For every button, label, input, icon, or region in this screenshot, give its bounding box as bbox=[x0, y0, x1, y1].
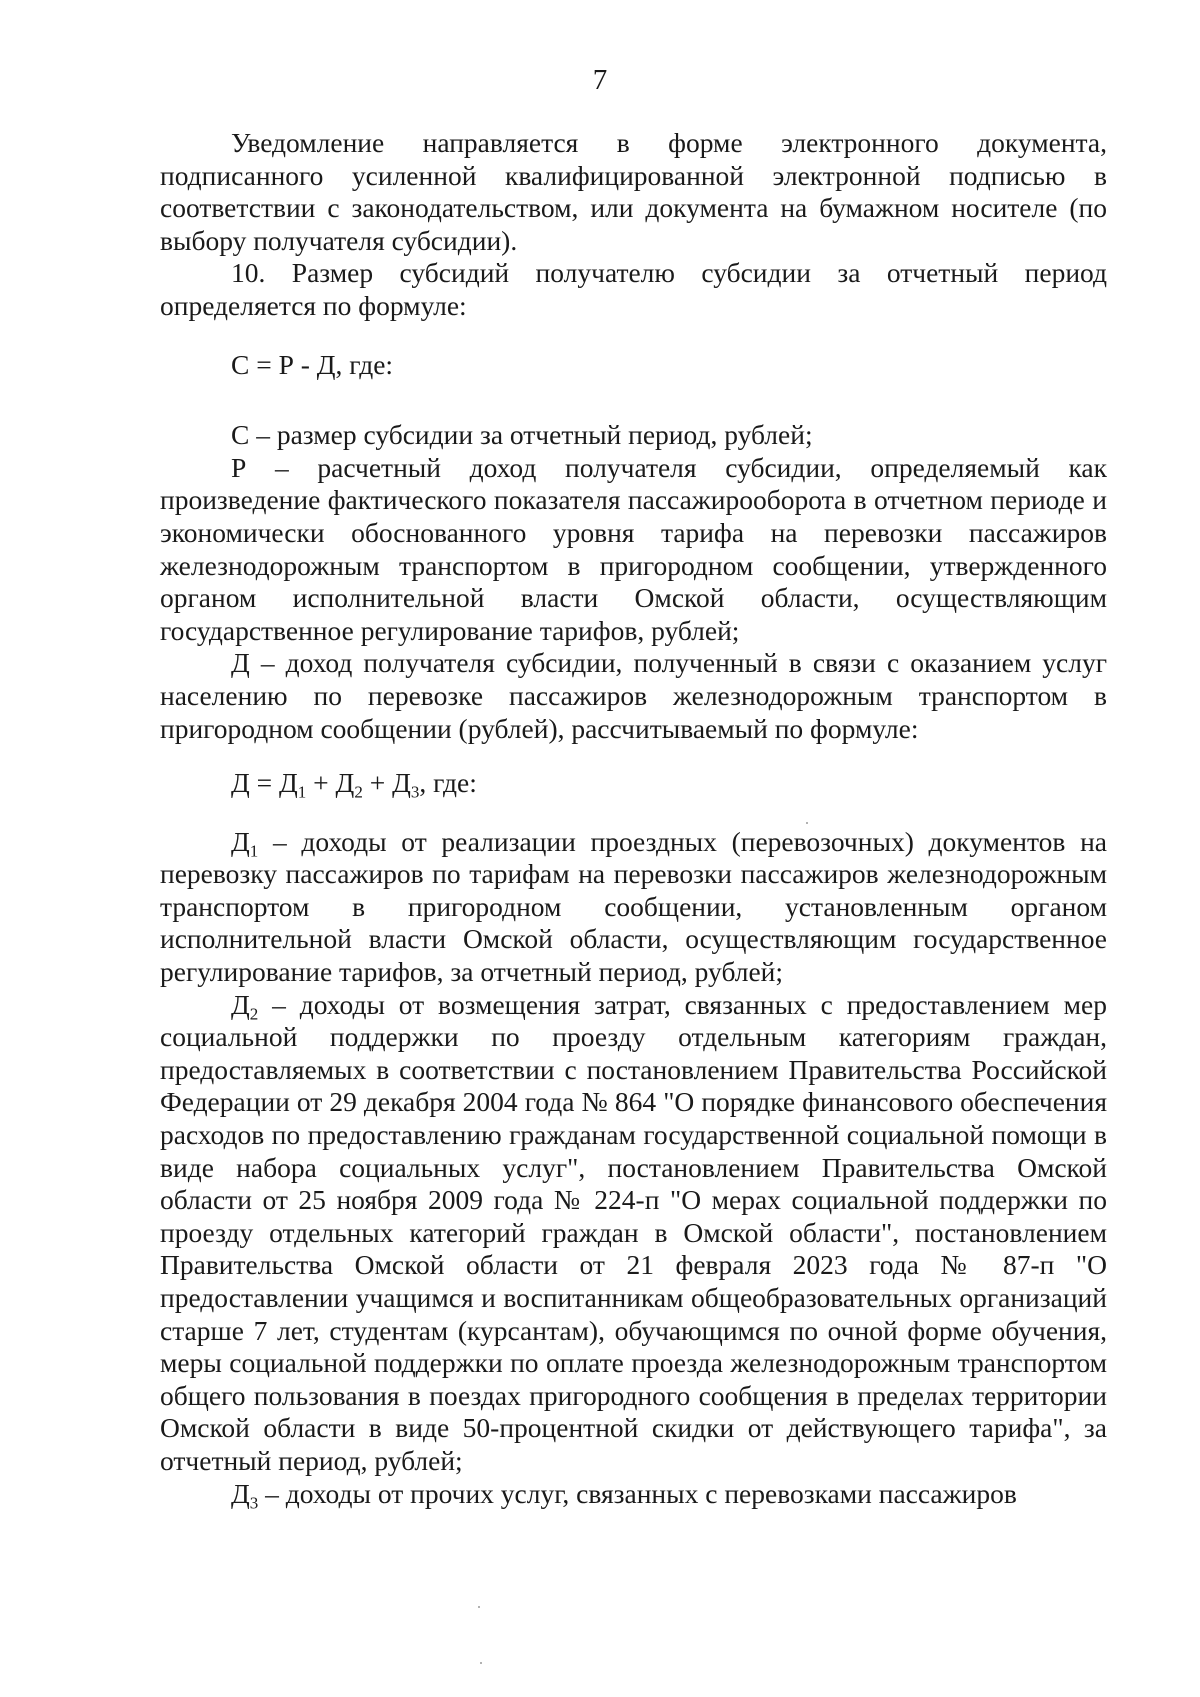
definition-r: Р – расчетный доход получателя субсидии, определяемый как произведение фактического показателя пассажирооборота в отчетном периоде и экономически обоснованного уровня тарифа на перевозки пассажиров железнодорожным транспортом в пригородном сообщении, утвержденного органом исполнительной власти Омской области, осуществляющим государственное регулирование тарифов, рублей; bbox=[160, 451, 1107, 646]
definition-d: Д – доход получателя субсидии, полученный в связи с оказанием услуг населению по перевозке пассажиров железнодорожным транспортом в пригородном сообщении (рублей), рассчитываемый по формуле: bbox=[160, 647, 1107, 744]
symbol: Д bbox=[231, 988, 250, 1020]
formula-subsidy: С = Р - Д, где: bbox=[231, 348, 394, 380]
definition-d2 bbox=[160, 989, 1107, 1478]
scan-speck bbox=[480, 1662, 482, 1664]
symbol: Д bbox=[231, 825, 250, 857]
definition-d3 bbox=[160, 1478, 1107, 1511]
formula-subscript: 3 bbox=[410, 782, 420, 802]
spacer bbox=[160, 745, 1107, 767]
formula-income bbox=[160, 767, 1107, 800]
definition-text: – доходы от прочих услуг, связанных с перевозками пассажиров bbox=[258, 1477, 1017, 1509]
formula-part: Д = Д bbox=[231, 767, 298, 799]
spacer bbox=[160, 381, 1107, 419]
formula-part: , где: bbox=[419, 767, 477, 799]
definition-d1 bbox=[160, 826, 1107, 989]
symbol-subscript: 1 bbox=[249, 841, 259, 861]
definition-text: – доходы от реализации проездных (перевозочных) документов на перевозку пассажиров по тарифам на перевозки пассажиров железнодорожным транспортом в пригородном сообщении, установленным органом исполнительной власти Омской области, осуществляющим государственное регулирование тарифов, за отчетный период, рублей; bbox=[160, 825, 1107, 988]
definition-text: – доходы от возмещения затрат, связанных с предоставлением мер социальной поддержки по проезду отдельным категориям граждан, предоставляемых в соответствии с постановлением Правительства Российской Федерации от 29 декабря 2004 года № 864 "О порядке финансового обеспечения расходов по предоставлению гражданам государственной социальной помощи в виде набора социальных услуг", постановлением Правительства Омской области от 25 ноября 2009 года № 224-п "О мерах социальной поддержки по проезду отдельных категорий граждан в Омской области", постановлением Правительства Омской области от 21 февраля 2023 года № 87-п "О предоставлении учащимся и воспитанникам общеобразовательных организаций старше 7 лет, студентам (курсантам), обучающимся по очной форме обучения, меры социальной поддержки по оплате проезда железнодорожным транспортом общего пользования в поездах пригородного сообщения в пределах территории Омской области в виде 50-процентной скидки от действующего тарифа", за отчетный период, рублей; bbox=[160, 988, 1107, 1476]
symbol: Д bbox=[231, 1477, 250, 1509]
scan-speck bbox=[478, 1606, 480, 1608]
scan-speck bbox=[806, 822, 808, 824]
definition-c: С – размер субсидии за отчетный период, рублей; bbox=[231, 419, 813, 451]
paragraph-notification: Уведомление направляется в форме электронного документа, подписанного усиленной квалифицированной электронной подписью в соответствии с законодательством, или документа на бумажном носителе (по выбору получателя субсидии). bbox=[160, 127, 1107, 256]
page-number: 7 bbox=[592, 64, 608, 96]
formula-part: + Д bbox=[362, 767, 411, 799]
spacer bbox=[160, 323, 1107, 349]
paragraph-item-10: 10. Размер субсидий получателю субсидии за отчетный период определяется по формуле: bbox=[160, 257, 1107, 321]
spacer bbox=[160, 800, 1107, 826]
formula-subscript: 1 bbox=[297, 782, 307, 802]
formula-part: + Д bbox=[306, 767, 355, 799]
symbol-subscript: 2 bbox=[249, 1004, 259, 1024]
document-body bbox=[160, 127, 1107, 1513]
symbol-subscript: 3 bbox=[249, 1493, 259, 1513]
formula-subscript: 2 bbox=[354, 782, 363, 802]
